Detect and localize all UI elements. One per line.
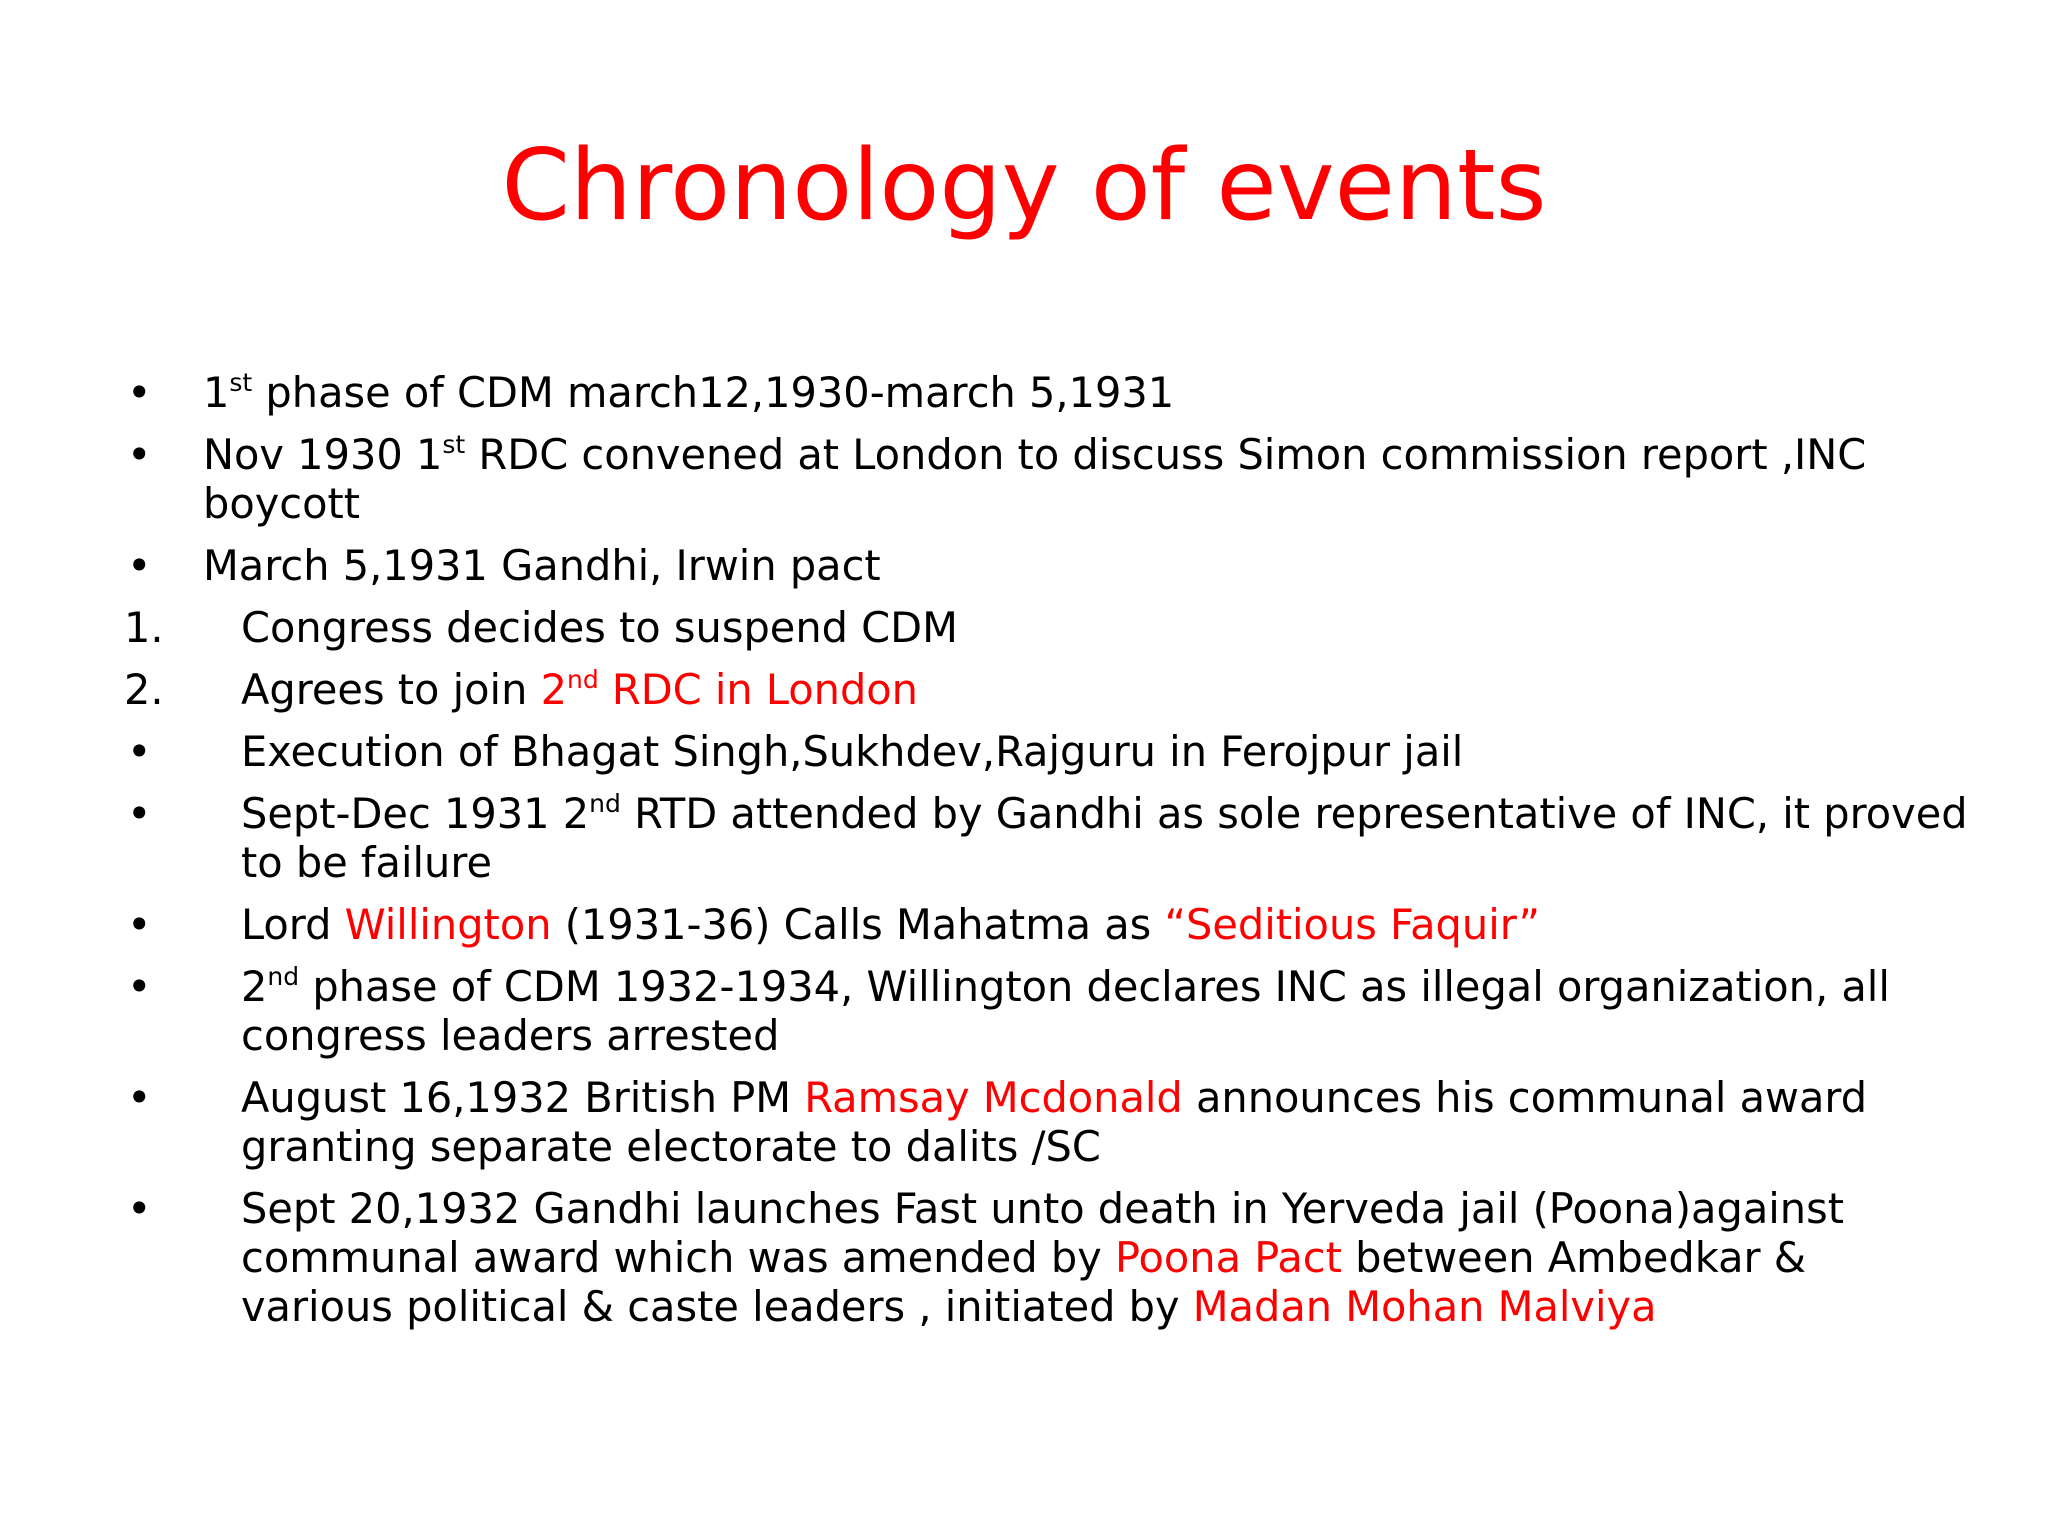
list-item [0,430,2048,528]
list-item [0,541,2048,590]
text-segment: 1 [203,368,230,417]
text-segment: Lord [241,900,345,949]
text-segment: RTD attended by Gandhi as sole representative of INC, it proved to be failure [241,789,1968,887]
bullet-marker: • [127,1073,152,1122]
highlight-text: Poona Pact [1114,1233,1342,1282]
item-text [241,1073,1867,1171]
list-item [0,789,2048,887]
bullet-marker: • [127,727,152,776]
event-list [0,368,2048,1344]
item-text [241,1184,1844,1331]
ordinal-suffix: st [442,430,466,459]
number-marker: 1. [124,603,164,652]
item-text [241,665,918,714]
highlight-text: Willington [344,900,552,949]
text-segment: Sept-Dec 1931 2 [241,789,590,838]
item-text [241,962,1890,1060]
text-segment: phase of CDM march12,1930-march 5,1931 [252,368,1175,417]
text-segment: RDC convened at London to discuss Simon commission report ,INC boycott [203,430,1867,528]
text-segment: 2 [241,962,268,1011]
highlight-text: 2 [540,665,567,714]
list-item [0,368,2048,417]
bullet-marker: • [127,368,152,417]
ordinal-suffix: nd [267,962,300,991]
bullet-marker: • [127,900,152,949]
text-segment: announces his communal award granting separate electorate to dalits /SC [241,1073,1868,1171]
item-text [241,727,1463,776]
item-text [203,430,1866,528]
list-item [0,665,2048,714]
bullet-marker: • [127,1184,152,1233]
item-text [203,541,881,590]
text-segment: March 5,1931 Gandhi, Irwin pact [203,541,881,590]
text-segment: (1931-36) Calls Mahatma as [551,900,1165,949]
item-text [241,603,958,652]
text-segment: Congress decides to suspend CDM [241,603,958,652]
item-text [241,789,1968,887]
list-item [0,1184,2048,1331]
text-segment: Sept 20,1932 Gandhi launches Fast unto death in Yerveda jail (Poona)against communal award which was amended by [241,1184,1844,1282]
list-item [0,727,2048,776]
list-item [0,603,2048,652]
bullet-marker: • [127,541,152,590]
bullet-marker: • [127,430,152,479]
highlight-text: Madan Mohan Malviya [1192,1282,1657,1331]
ordinal-suffix: nd [566,665,599,694]
item-text [203,368,1174,417]
text-segment: phase of CDM 1932-1934, Willington declares INC as illegal organization, all congress leaders arrested [241,962,1890,1060]
bullet-marker: • [127,789,152,838]
text-segment: Nov 1930 1 [203,430,443,479]
text-segment: between Ambedkar & various political & caste leaders , initiated by [241,1233,1807,1331]
list-item [0,900,2048,949]
highlight-text: Ramsay Mcdonald [804,1073,1183,1122]
slide-title: Chronology of events [501,129,1547,243]
highlight-text: RDC in London [598,665,918,714]
list-item [0,962,2048,1060]
text-segment: Execution of Bhagat Singh,Sukhdev,Rajguru in Ferojpur jail [241,727,1464,776]
item-text [241,900,1540,949]
bullet-marker: • [127,962,152,1011]
text-segment: August 16,1932 British PM [241,1073,805,1122]
ordinal-suffix: st [229,368,253,397]
text-segment: Agrees to join [241,665,541,714]
list-item [0,1073,2048,1171]
number-marker: 2. [124,665,164,714]
highlight-text: “Seditious Faquir” [1164,900,1541,949]
ordinal-suffix: nd [589,789,621,818]
